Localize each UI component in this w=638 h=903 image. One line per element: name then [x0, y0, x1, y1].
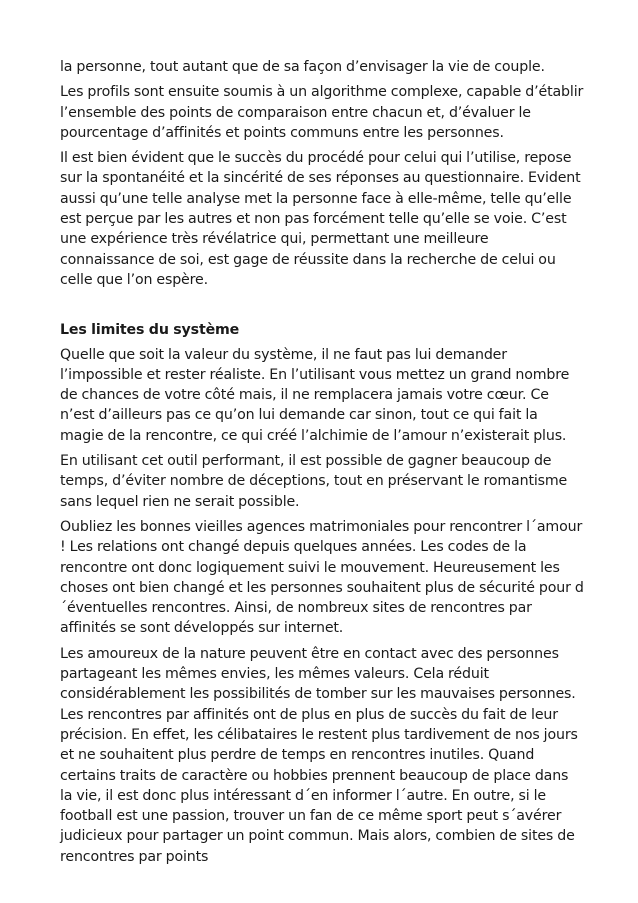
paragraph-success: Il est bien évident que le succès du procédé pour celui qui l’utilise, repose sur la spontanéité et la sincérité de ses réponses au questionnaire. Evident aussi qu’une telle analyse met la personne face à elle-même, telle qu’elle est perçue par les autres et non pas forcément telle qu’elle se voie. C’est une expérience très révélatrice qui, permettant une meilleure connaissance de soi, est gage de réussite dans la recherche de celui ou celle que l’on espère.	[60, 150, 581, 288]
paragraph-agencies: Oubliez les bonnes vieilles agences matrimoniales pour rencontrer l´amour ! Les relations ont changé depuis quelques années. Les codes de la rencontre ont donc logiquement suivi le mouvement. Heureusement les choses ont bien changé et les personnes souhaitent plus de sécurité pour d´éventuelles rencontres. Ainsi, de nombreux sites de rencontres par affinités se sont développés sur internet.	[60, 518, 584, 637]
paragraph-profiles: Les profils sont ensuite soumis à un algorithme complexe, capable d’établir l’ensemble des points de comparaison entre chacun et, d’évaluer le pourcentage d’affinités et points communs entre les personnes.	[60, 84, 584, 141]
paragraph-continuation: la personne, tout autant que de sa façon d’envisager la vie de couple.	[60, 59, 545, 75]
paragraph-limits: Quelle que soit la valeur du système, il ne faut pas lui demander l’impossible et rester réaliste. En l’utilisant vous mettez un grand nombre de chances de votre côté mais, il ne remplacera jamais votre cœur. Ce n’est d’ailleurs pas ce qu’on lui demande car sinon, tout ce qui fait la magie de la rencontre, ce qui créé l’alchimie de l’amour n’existerait plus.	[60, 346, 570, 444]
paragraph-tool: En utilisant cet outil performant, il est possible de gagner beaucoup de temps, d’éviter nombre de déceptions, tout en préservant le romantisme sans lequel rien ne serait possible.	[60, 453, 568, 510]
document-page	[60, 57, 584, 872]
section-heading: Les limites du système	[60, 322, 240, 339]
paragraph-nature: Les amoureux de la nature peuvent être en contact avec des personnes partageant les mêmes envies, les mêmes valeurs. Cela réduit considérablement les possibilités de tomber sur les mauvaises personnes. Les rencontres par affinités ont de plus en plus de succès du fait de leur précision. En effet, les célibataires le restent plus tardivement de nos jours et ne souhaitent plus perdre de temps en rencontres inutiles. Quand certains traits de caractère ou hobbies prennent beaucoup de place dans la vie, il est donc plus intéressant d´en informer l´autre. En outre, si le football est une passion, trouver un fan de ce même sport peut s´avérer judicieux pour partager un point commun. Mais alors, combien de sites de rencontres par points	[60, 645, 578, 865]
